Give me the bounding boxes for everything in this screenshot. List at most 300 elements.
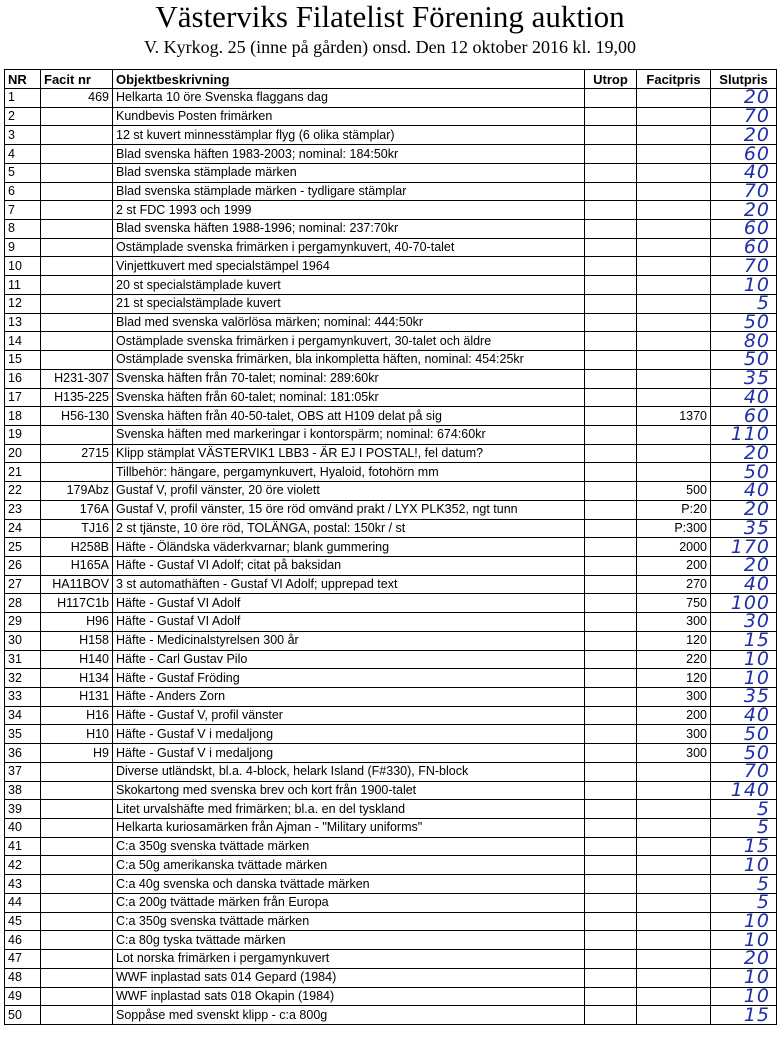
cell-nr: 37 [5, 762, 41, 781]
cell-facit-nr [41, 875, 113, 894]
cell-utrop [585, 594, 637, 613]
cell-slutpris: 70 [711, 107, 777, 126]
column-header-slutpris: Slutpris [711, 70, 777, 89]
cell-slutpris: 60 [711, 220, 777, 239]
cell-slutpris: 60 [711, 238, 777, 257]
cell-nr: 31 [5, 650, 41, 669]
cell-facitpris: 750 [637, 594, 711, 613]
cell-utrop [585, 519, 637, 538]
cell-utrop [585, 388, 637, 407]
cell-slutpris: 30 [711, 613, 777, 632]
cell-facit-nr [41, 145, 113, 164]
table-row [5, 631, 777, 650]
cell-facit-nr: H117C1b [41, 594, 113, 613]
cell-nr: 47 [5, 950, 41, 969]
cell-utrop [585, 931, 637, 950]
cell-utrop [585, 856, 637, 875]
cell-nr: 15 [5, 351, 41, 370]
cell-utrop [585, 89, 637, 108]
cell-slutpris: 10 [711, 968, 777, 987]
cell-facit-nr [41, 238, 113, 257]
cell-nr: 11 [5, 276, 41, 295]
cell-slutpris: 40 [711, 163, 777, 182]
cell-objektbeskrivning: Blad med svenska valörlösa märken; nominal: 444:50kr [113, 313, 585, 332]
cell-objektbeskrivning: Tillbehör: hängare, pergamynkuvert, Hyaloid, fotohörn mm [113, 463, 585, 482]
cell-nr: 16 [5, 369, 41, 388]
cell-slutpris: 70 [711, 257, 777, 276]
table-row [5, 968, 777, 987]
cell-nr: 42 [5, 856, 41, 875]
cell-facitpris [637, 351, 711, 370]
cell-facitpris [637, 968, 711, 987]
table-row [5, 781, 777, 800]
cell-nr: 48 [5, 968, 41, 987]
cell-objektbeskrivning: Lot norska frimärken i pergamynkuvert [113, 950, 585, 969]
cell-nr: 39 [5, 800, 41, 819]
cell-facit-nr: H96 [41, 613, 113, 632]
cell-nr: 30 [5, 631, 41, 650]
table-row [5, 893, 777, 912]
cell-facit-nr: H165A [41, 556, 113, 575]
cell-nr: 3 [5, 126, 41, 145]
table-row [5, 875, 777, 894]
cell-facit-nr [41, 107, 113, 126]
table-row [5, 425, 777, 444]
cell-facit-nr [41, 762, 113, 781]
cell-nr: 32 [5, 669, 41, 688]
cell-slutpris: 10 [711, 912, 777, 931]
cell-objektbeskrivning: Litet urvalshäfte med frimärken; bl.a. en del tyskland [113, 800, 585, 819]
table-row [5, 482, 777, 501]
table-row [5, 313, 777, 332]
table-row [5, 819, 777, 838]
cell-facitpris [637, 762, 711, 781]
cell-objektbeskrivning: Blad svenska stämplade märken [113, 163, 585, 182]
cell-nr: 4 [5, 145, 41, 164]
cell-facit-nr: H135-225 [41, 388, 113, 407]
cell-facit-nr: TJ16 [41, 519, 113, 538]
cell-nr: 5 [5, 163, 41, 182]
table-row [5, 407, 777, 426]
table-row [5, 987, 777, 1006]
cell-slutpris: 35 [711, 369, 777, 388]
cell-nr: 38 [5, 781, 41, 800]
cell-utrop [585, 257, 637, 276]
cell-nr: 29 [5, 613, 41, 632]
cell-nr: 40 [5, 819, 41, 838]
cell-objektbeskrivning: Häfte - Medicinalstyrelsen 300 år [113, 631, 585, 650]
cell-facitpris: 300 [637, 688, 711, 707]
cell-utrop [585, 968, 637, 987]
cell-facit-nr [41, 276, 113, 295]
cell-nr: 20 [5, 444, 41, 463]
cell-facitpris [637, 107, 711, 126]
cell-facit-nr [41, 294, 113, 313]
table-row [5, 931, 777, 950]
cell-facitpris [637, 220, 711, 239]
cell-objektbeskrivning: Svenska häften från 40-50-talet, OBS att H109 delat på sig [113, 407, 585, 426]
cell-slutpris: 5 [711, 294, 777, 313]
cell-slutpris: 70 [711, 762, 777, 781]
cell-objektbeskrivning: Häfte - Gustaf Fröding [113, 669, 585, 688]
cell-facitpris [637, 257, 711, 276]
cell-utrop [585, 500, 637, 519]
cell-objektbeskrivning: 3 st automathäften - Gustaf VI Adolf; upprepad text [113, 575, 585, 594]
cell-objektbeskrivning: Klipp stämplat VÄSTERVIK1 LBB3 - ÄR EJ I POSTAL!, fel datum? [113, 444, 585, 463]
cell-utrop [585, 332, 637, 351]
cell-utrop [585, 201, 637, 220]
table-row [5, 800, 777, 819]
cell-objektbeskrivning: Helkarta 10 öre Svenska flaggans dag [113, 89, 585, 108]
table-row [5, 500, 777, 519]
cell-facitpris: P:20 [637, 500, 711, 519]
cell-slutpris: 10 [711, 650, 777, 669]
table-row [5, 613, 777, 632]
cell-objektbeskrivning: 2 st FDC 1993 och 1999 [113, 201, 585, 220]
column-header-facitpris: Facitpris [637, 70, 711, 89]
cell-facit-nr [41, 313, 113, 332]
cell-objektbeskrivning: Ostämplade svenska frimärken i pergamynkuvert, 30-talet och äldre [113, 332, 585, 351]
table-row [5, 744, 777, 763]
cell-slutpris: 50 [711, 463, 777, 482]
cell-facit-nr: H131 [41, 688, 113, 707]
cell-facit-nr [41, 1006, 113, 1025]
table-row [5, 594, 777, 613]
table-row [5, 145, 777, 164]
table-row [5, 762, 777, 781]
cell-utrop [585, 800, 637, 819]
cell-facitpris [637, 800, 711, 819]
cell-facit-nr: H16 [41, 706, 113, 725]
cell-utrop [585, 463, 637, 482]
cell-utrop [585, 351, 637, 370]
cell-facitpris: 200 [637, 556, 711, 575]
cell-utrop [585, 294, 637, 313]
cell-objektbeskrivning: Häfte - Gustaf V, profil vänster [113, 706, 585, 725]
cell-objektbeskrivning: Blad svenska häften 1983-2003; nominal: 184:50kr [113, 145, 585, 164]
table-row [5, 257, 777, 276]
cell-objektbeskrivning: 20 st specialstämplade kuvert [113, 276, 585, 295]
cell-facitpris [637, 145, 711, 164]
cell-facit-nr: H258B [41, 538, 113, 557]
table-row [5, 220, 777, 239]
cell-slutpris: 5 [711, 875, 777, 894]
cell-objektbeskrivning: Svenska häften med markeringar i kontorspärm; nominal: 674:60kr [113, 425, 585, 444]
table-row [5, 463, 777, 482]
cell-slutpris: 40 [711, 388, 777, 407]
cell-facitpris: 120 [637, 631, 711, 650]
cell-facit-nr [41, 425, 113, 444]
cell-facitpris: 270 [637, 575, 711, 594]
cell-facitpris [637, 444, 711, 463]
cell-objektbeskrivning: Vinjettkuvert med specialstämpel 1964 [113, 257, 585, 276]
cell-nr: 7 [5, 201, 41, 220]
cell-nr: 19 [5, 425, 41, 444]
cell-nr: 6 [5, 182, 41, 201]
table-row [5, 369, 777, 388]
cell-facit-nr: 176A [41, 500, 113, 519]
cell-facitpris [637, 369, 711, 388]
table-row [5, 126, 777, 145]
cell-facitpris [637, 126, 711, 145]
table-row [5, 669, 777, 688]
cell-slutpris: 40 [711, 706, 777, 725]
cell-nr: 24 [5, 519, 41, 538]
cell-slutpris: 20 [711, 89, 777, 108]
cell-nr: 45 [5, 912, 41, 931]
table-row [5, 107, 777, 126]
cell-nr: 9 [5, 238, 41, 257]
table-row [5, 912, 777, 931]
cell-facit-nr [41, 837, 113, 856]
cell-slutpris: 10 [711, 987, 777, 1006]
cell-facit-nr: HA11BOV [41, 575, 113, 594]
cell-facit-nr: H56-130 [41, 407, 113, 426]
table-row [5, 856, 777, 875]
cell-objektbeskrivning: Blad svenska häften 1988-1996; nominal: 237:70kr [113, 220, 585, 239]
table-row [5, 201, 777, 220]
cell-slutpris: 170 [711, 538, 777, 557]
cell-utrop [585, 145, 637, 164]
cell-facit-nr: 469 [41, 89, 113, 108]
cell-facitpris: 500 [637, 482, 711, 501]
cell-slutpris: 80 [711, 332, 777, 351]
cell-nr: 14 [5, 332, 41, 351]
cell-objektbeskrivning: Ostämplade svenska frimärken, bla inkompletta häften, nominal: 454:25kr [113, 351, 585, 370]
table-row [5, 294, 777, 313]
cell-facitpris: 1370 [637, 407, 711, 426]
cell-utrop [585, 613, 637, 632]
cell-facit-nr [41, 968, 113, 987]
cell-utrop [585, 875, 637, 894]
cell-nr: 26 [5, 556, 41, 575]
cell-objektbeskrivning: WWF inplastad sats 018 Okapin (1984) [113, 987, 585, 1006]
cell-slutpris: 40 [711, 575, 777, 594]
cell-facit-nr: H231-307 [41, 369, 113, 388]
cell-slutpris: 10 [711, 276, 777, 295]
table-row [5, 276, 777, 295]
cell-slutpris: 10 [711, 856, 777, 875]
cell-facitpris [637, 425, 711, 444]
cell-slutpris: 5 [711, 800, 777, 819]
cell-slutpris: 15 [711, 631, 777, 650]
cell-nr: 46 [5, 931, 41, 950]
cell-utrop [585, 631, 637, 650]
table-row [5, 725, 777, 744]
cell-facitpris [637, 294, 711, 313]
table-row [5, 388, 777, 407]
cell-nr: 13 [5, 313, 41, 332]
cell-facit-nr: 179Abz [41, 482, 113, 501]
cell-utrop [585, 482, 637, 501]
cell-objektbeskrivning: Soppåse med svenskt klipp - c:a 800g [113, 1006, 585, 1025]
cell-facitpris [637, 781, 711, 800]
cell-facit-nr: H158 [41, 631, 113, 650]
table-row [5, 1006, 777, 1025]
cell-facitpris [637, 987, 711, 1006]
cell-utrop [585, 781, 637, 800]
cell-slutpris: 50 [711, 313, 777, 332]
cell-facit-nr [41, 163, 113, 182]
table-row [5, 163, 777, 182]
cell-objektbeskrivning: Gustaf V, profil vänster, 20 öre violett [113, 482, 585, 501]
cell-utrop [585, 762, 637, 781]
cell-facit-nr [41, 781, 113, 800]
cell-utrop [585, 893, 637, 912]
cell-facit-nr [41, 332, 113, 351]
cell-slutpris: 60 [711, 145, 777, 164]
cell-objektbeskrivning: Gustaf V, profil vänster, 15 öre röd omvänd prakt / LYX PLK352, ngt tunn [113, 500, 585, 519]
table-row [5, 89, 777, 108]
cell-objektbeskrivning: C:a 350g svenska tvättade märken [113, 912, 585, 931]
cell-facit-nr: 2715 [41, 444, 113, 463]
cell-objektbeskrivning: Helkarta kuriosamärken från Ajman - "Military uniforms" [113, 819, 585, 838]
table-row [5, 650, 777, 669]
table-row [5, 332, 777, 351]
cell-utrop [585, 837, 637, 856]
table-header-row [5, 70, 777, 89]
cell-slutpris: 140 [711, 781, 777, 800]
cell-utrop [585, 725, 637, 744]
cell-slutpris: 15 [711, 837, 777, 856]
table-row [5, 950, 777, 969]
cell-nr: 2 [5, 107, 41, 126]
column-header-facit-nr: Facit nr [41, 70, 113, 89]
cell-facitpris [637, 463, 711, 482]
cell-slutpris: 50 [711, 725, 777, 744]
table-row [5, 556, 777, 575]
table-row [5, 706, 777, 725]
cell-slutpris: 20 [711, 556, 777, 575]
cell-facitpris [637, 950, 711, 969]
table-row [5, 575, 777, 594]
cell-objektbeskrivning: Häfte - Gustaf VI Adolf [113, 613, 585, 632]
cell-objektbeskrivning: Häfte - Öländska väderkvarnar; blank gummering [113, 538, 585, 557]
cell-slutpris: 15 [711, 1006, 777, 1025]
cell-facit-nr [41, 463, 113, 482]
cell-nr: 21 [5, 463, 41, 482]
page-subtitle: V. Kyrkog. 25 (inne på gården) onsd. Den 12 oktober 2016 kl. 19,00 [143, 37, 637, 57]
cell-slutpris: 5 [711, 893, 777, 912]
cell-utrop [585, 369, 637, 388]
cell-facitpris [637, 238, 711, 257]
table-row [5, 351, 777, 370]
cell-facit-nr: H140 [41, 650, 113, 669]
cell-utrop [585, 313, 637, 332]
cell-slutpris: 35 [711, 688, 777, 707]
cell-facit-nr: H10 [41, 725, 113, 744]
cell-utrop [585, 556, 637, 575]
cell-nr: 49 [5, 987, 41, 1006]
cell-utrop [585, 538, 637, 557]
cell-facit-nr [41, 950, 113, 969]
cell-facitpris: 300 [637, 725, 711, 744]
cell-objektbeskrivning: Kundbevis Posten frimärken [113, 107, 585, 126]
cell-objektbeskrivning: C:a 350g svenska tvättade märken [113, 837, 585, 856]
cell-facit-nr [41, 182, 113, 201]
cell-slutpris: 35 [711, 519, 777, 538]
cell-utrop [585, 407, 637, 426]
cell-facit-nr [41, 987, 113, 1006]
cell-slutpris: 20 [711, 126, 777, 145]
cell-facitpris [637, 388, 711, 407]
cell-nr: 22 [5, 482, 41, 501]
cell-utrop [585, 987, 637, 1006]
table-row [5, 182, 777, 201]
cell-nr: 34 [5, 706, 41, 725]
cell-facitpris [637, 201, 711, 220]
cell-utrop [585, 182, 637, 201]
auction-table [4, 69, 777, 1025]
table-row [5, 688, 777, 707]
cell-utrop [585, 688, 637, 707]
cell-utrop [585, 220, 637, 239]
cell-slutpris: 5 [711, 819, 777, 838]
cell-objektbeskrivning: Svenska häften från 70-talet; nominal: 289:60kr [113, 369, 585, 388]
cell-slutpris: 20 [711, 950, 777, 969]
cell-facitpris [637, 182, 711, 201]
cell-nr: 8 [5, 220, 41, 239]
cell-nr: 27 [5, 575, 41, 594]
cell-facitpris [637, 819, 711, 838]
cell-objektbeskrivning: WWF inplastad sats 014 Gepard (1984) [113, 968, 585, 987]
cell-nr: 1 [5, 89, 41, 108]
table-row [5, 238, 777, 257]
cell-facitpris [637, 1006, 711, 1025]
cell-nr: 44 [5, 893, 41, 912]
cell-utrop [585, 425, 637, 444]
table-row [5, 519, 777, 538]
cell-objektbeskrivning: C:a 80g tyska tvättade märken [113, 931, 585, 950]
cell-facitpris [637, 875, 711, 894]
table-row [5, 837, 777, 856]
cell-facit-nr [41, 201, 113, 220]
column-header-objektbeskrivning: Objektbeskrivning [113, 70, 585, 89]
cell-nr: 25 [5, 538, 41, 557]
cell-utrop [585, 575, 637, 594]
cell-facit-nr [41, 126, 113, 145]
cell-objektbeskrivning: Häfte - Gustaf V i medaljong [113, 725, 585, 744]
cell-objektbeskrivning: 2 st tjänste, 10 öre röd, TOLÄNGA, postal: 150kr / st [113, 519, 585, 538]
cell-slutpris: 20 [711, 444, 777, 463]
cell-utrop [585, 238, 637, 257]
cell-nr: 23 [5, 500, 41, 519]
cell-facit-nr [41, 800, 113, 819]
cell-objektbeskrivning: Häfte - Gustaf VI Adolf [113, 594, 585, 613]
page-title: Västerviks Filatelist Förening auktion [155, 0, 625, 34]
column-header-utrop: Utrop [585, 70, 637, 89]
cell-utrop [585, 1006, 637, 1025]
cell-facitpris [637, 893, 711, 912]
cell-facitpris: 2000 [637, 538, 711, 557]
cell-nr: 50 [5, 1006, 41, 1025]
cell-objektbeskrivning: C:a 200g tvättade märken från Europa [113, 893, 585, 912]
cell-objektbeskrivning: Häfte - Gustaf V i medaljong [113, 744, 585, 763]
cell-utrop [585, 912, 637, 931]
cell-facitpris [637, 332, 711, 351]
cell-objektbeskrivning: C:a 40g svenska och danska tvättade märken [113, 875, 585, 894]
cell-utrop [585, 276, 637, 295]
cell-slutpris: 60 [711, 407, 777, 426]
cell-nr: 17 [5, 388, 41, 407]
cell-facitpris: 200 [637, 706, 711, 725]
cell-nr: 33 [5, 688, 41, 707]
cell-slutpris: 10 [711, 669, 777, 688]
cell-objektbeskrivning: Häfte - Anders Zorn [113, 688, 585, 707]
cell-utrop [585, 744, 637, 763]
cell-objektbeskrivning: Blad svenska stämplade märken - tydligare stämplar [113, 182, 585, 201]
cell-objektbeskrivning: Häfte - Carl Gustav Pilo [113, 650, 585, 669]
